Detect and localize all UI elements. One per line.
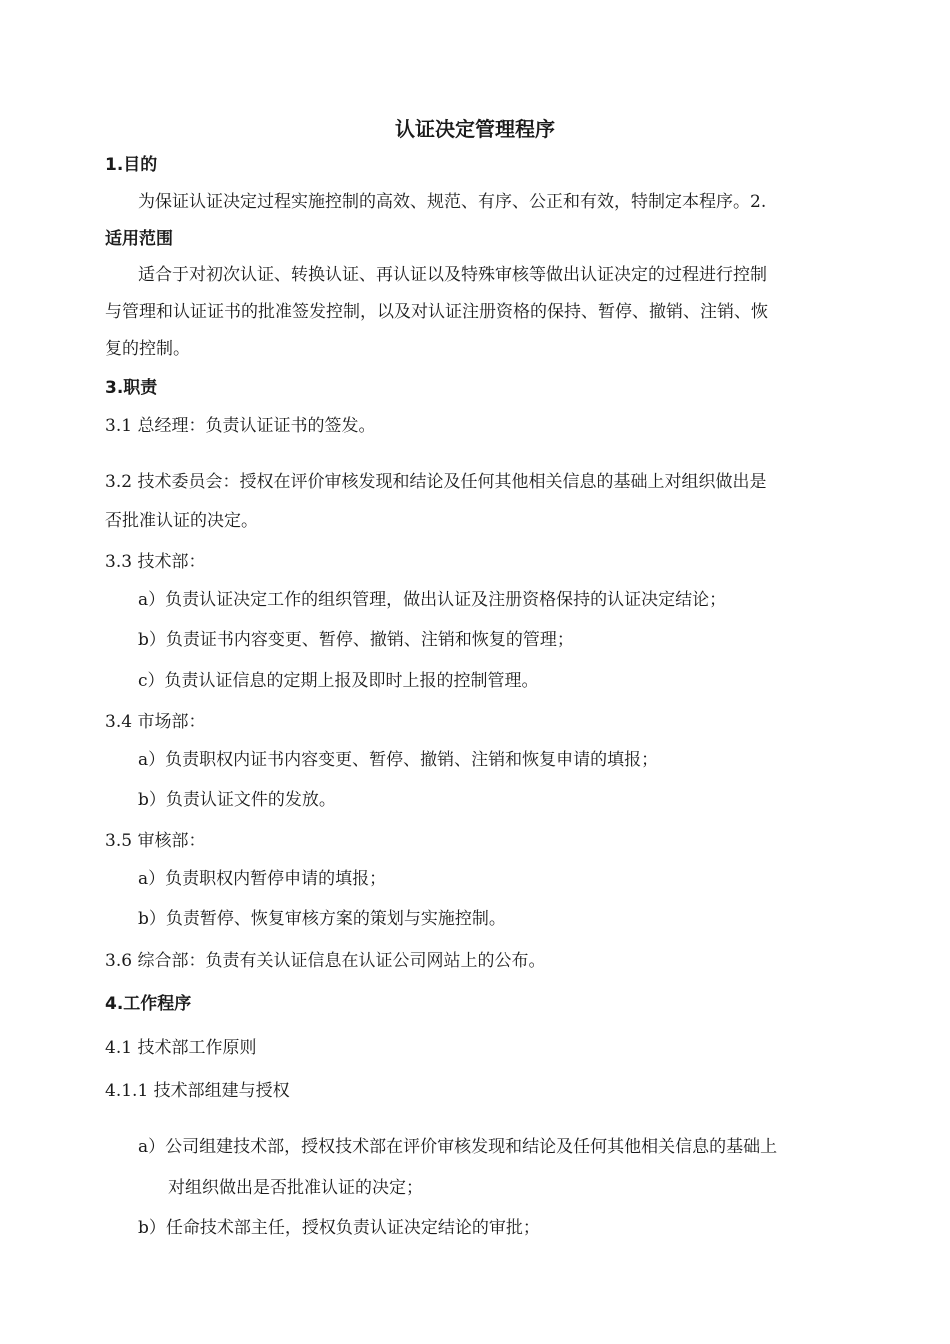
section-heading-procedure: 4.工作程序 xyxy=(105,994,192,1014)
procedure-item-a-line2: 对组织做出是否批准认证的决定； xyxy=(168,1178,423,1198)
subsection-4-1-1: 4.1.1 技术部组建与授权 xyxy=(105,1081,290,1101)
duty-3-2-line2: 否批准认证的决定。 xyxy=(105,511,258,531)
duty-3-1: 3.1 总经理：负责认证证书的签发。 xyxy=(105,416,376,436)
duty-3-3-heading: 3.3 技术部： xyxy=(105,552,206,572)
paragraph-purpose: 为保证认证决定过程实施控制的高效、规范、有序、公正和有效，特制定本程序。2. xyxy=(138,192,767,212)
duty-3-2-line1: 3.2 技术委员会：授权在评价审核发现和结论及任何其他相关信息的基础上对组织做出是 xyxy=(105,472,767,492)
procedure-item-a-line1: a）公司组建技术部，授权技术部在评价审核发现和结论及任何其他相关信息的基础上 xyxy=(138,1137,778,1157)
duty-3-4-item-b: b）负责认证文件的发放。 xyxy=(138,790,336,810)
section-heading-purpose: 1.目的 xyxy=(105,155,158,175)
duty-3-4-heading: 3.4 市场部： xyxy=(105,712,206,732)
duty-3-6: 3.6 综合部：负责有关认证信息在认证公司网站上的公布。 xyxy=(105,951,546,971)
section-heading-duties: 3.职责 xyxy=(105,378,158,398)
duty-3-3-item-a: a）负责认证决定工作的组织管理，做出认证及注册资格保持的认证决定结论； xyxy=(138,590,727,610)
subsection-4-1: 4.1 技术部工作原则 xyxy=(105,1038,257,1058)
paragraph-scope-line3: 复的控制。 xyxy=(105,339,190,359)
paragraph-scope-line2: 与管理和认证证书的批准签发控制，以及对认证注册资格的保持、暂停、撤销、注销、恢 xyxy=(105,302,768,322)
paragraph-scope-line1: 适合于对初次认证、转换认证、再认证以及特殊审核等做出认证决定的过程进行控制 xyxy=(138,265,767,285)
procedure-item-b: b）任命技术部主任，授权负责认证决定结论的审批； xyxy=(138,1218,540,1238)
duty-3-3-item-b: b）负责证书内容变更、暂停、撤销、注销和恢复的管理； xyxy=(138,630,574,650)
duty-3-3-item-c: c）负责认证信息的定期上报及即时上报的控制管理。 xyxy=(138,671,539,691)
section-heading-scope: 适用范围 xyxy=(105,229,173,249)
duty-3-4-item-a: a）负责职权内证书内容变更、暂停、撤销、注销和恢复申请的填报； xyxy=(138,750,659,770)
duty-3-5-heading: 3.5 审核部： xyxy=(105,831,206,851)
duty-3-5-item-b: b）负责暂停、恢复审核方案的策划与实施控制。 xyxy=(138,909,506,929)
duty-3-5-item-a: a）负责职权内暂停申请的填报； xyxy=(138,869,387,889)
page-title: 认证决定管理程序 xyxy=(395,117,555,141)
